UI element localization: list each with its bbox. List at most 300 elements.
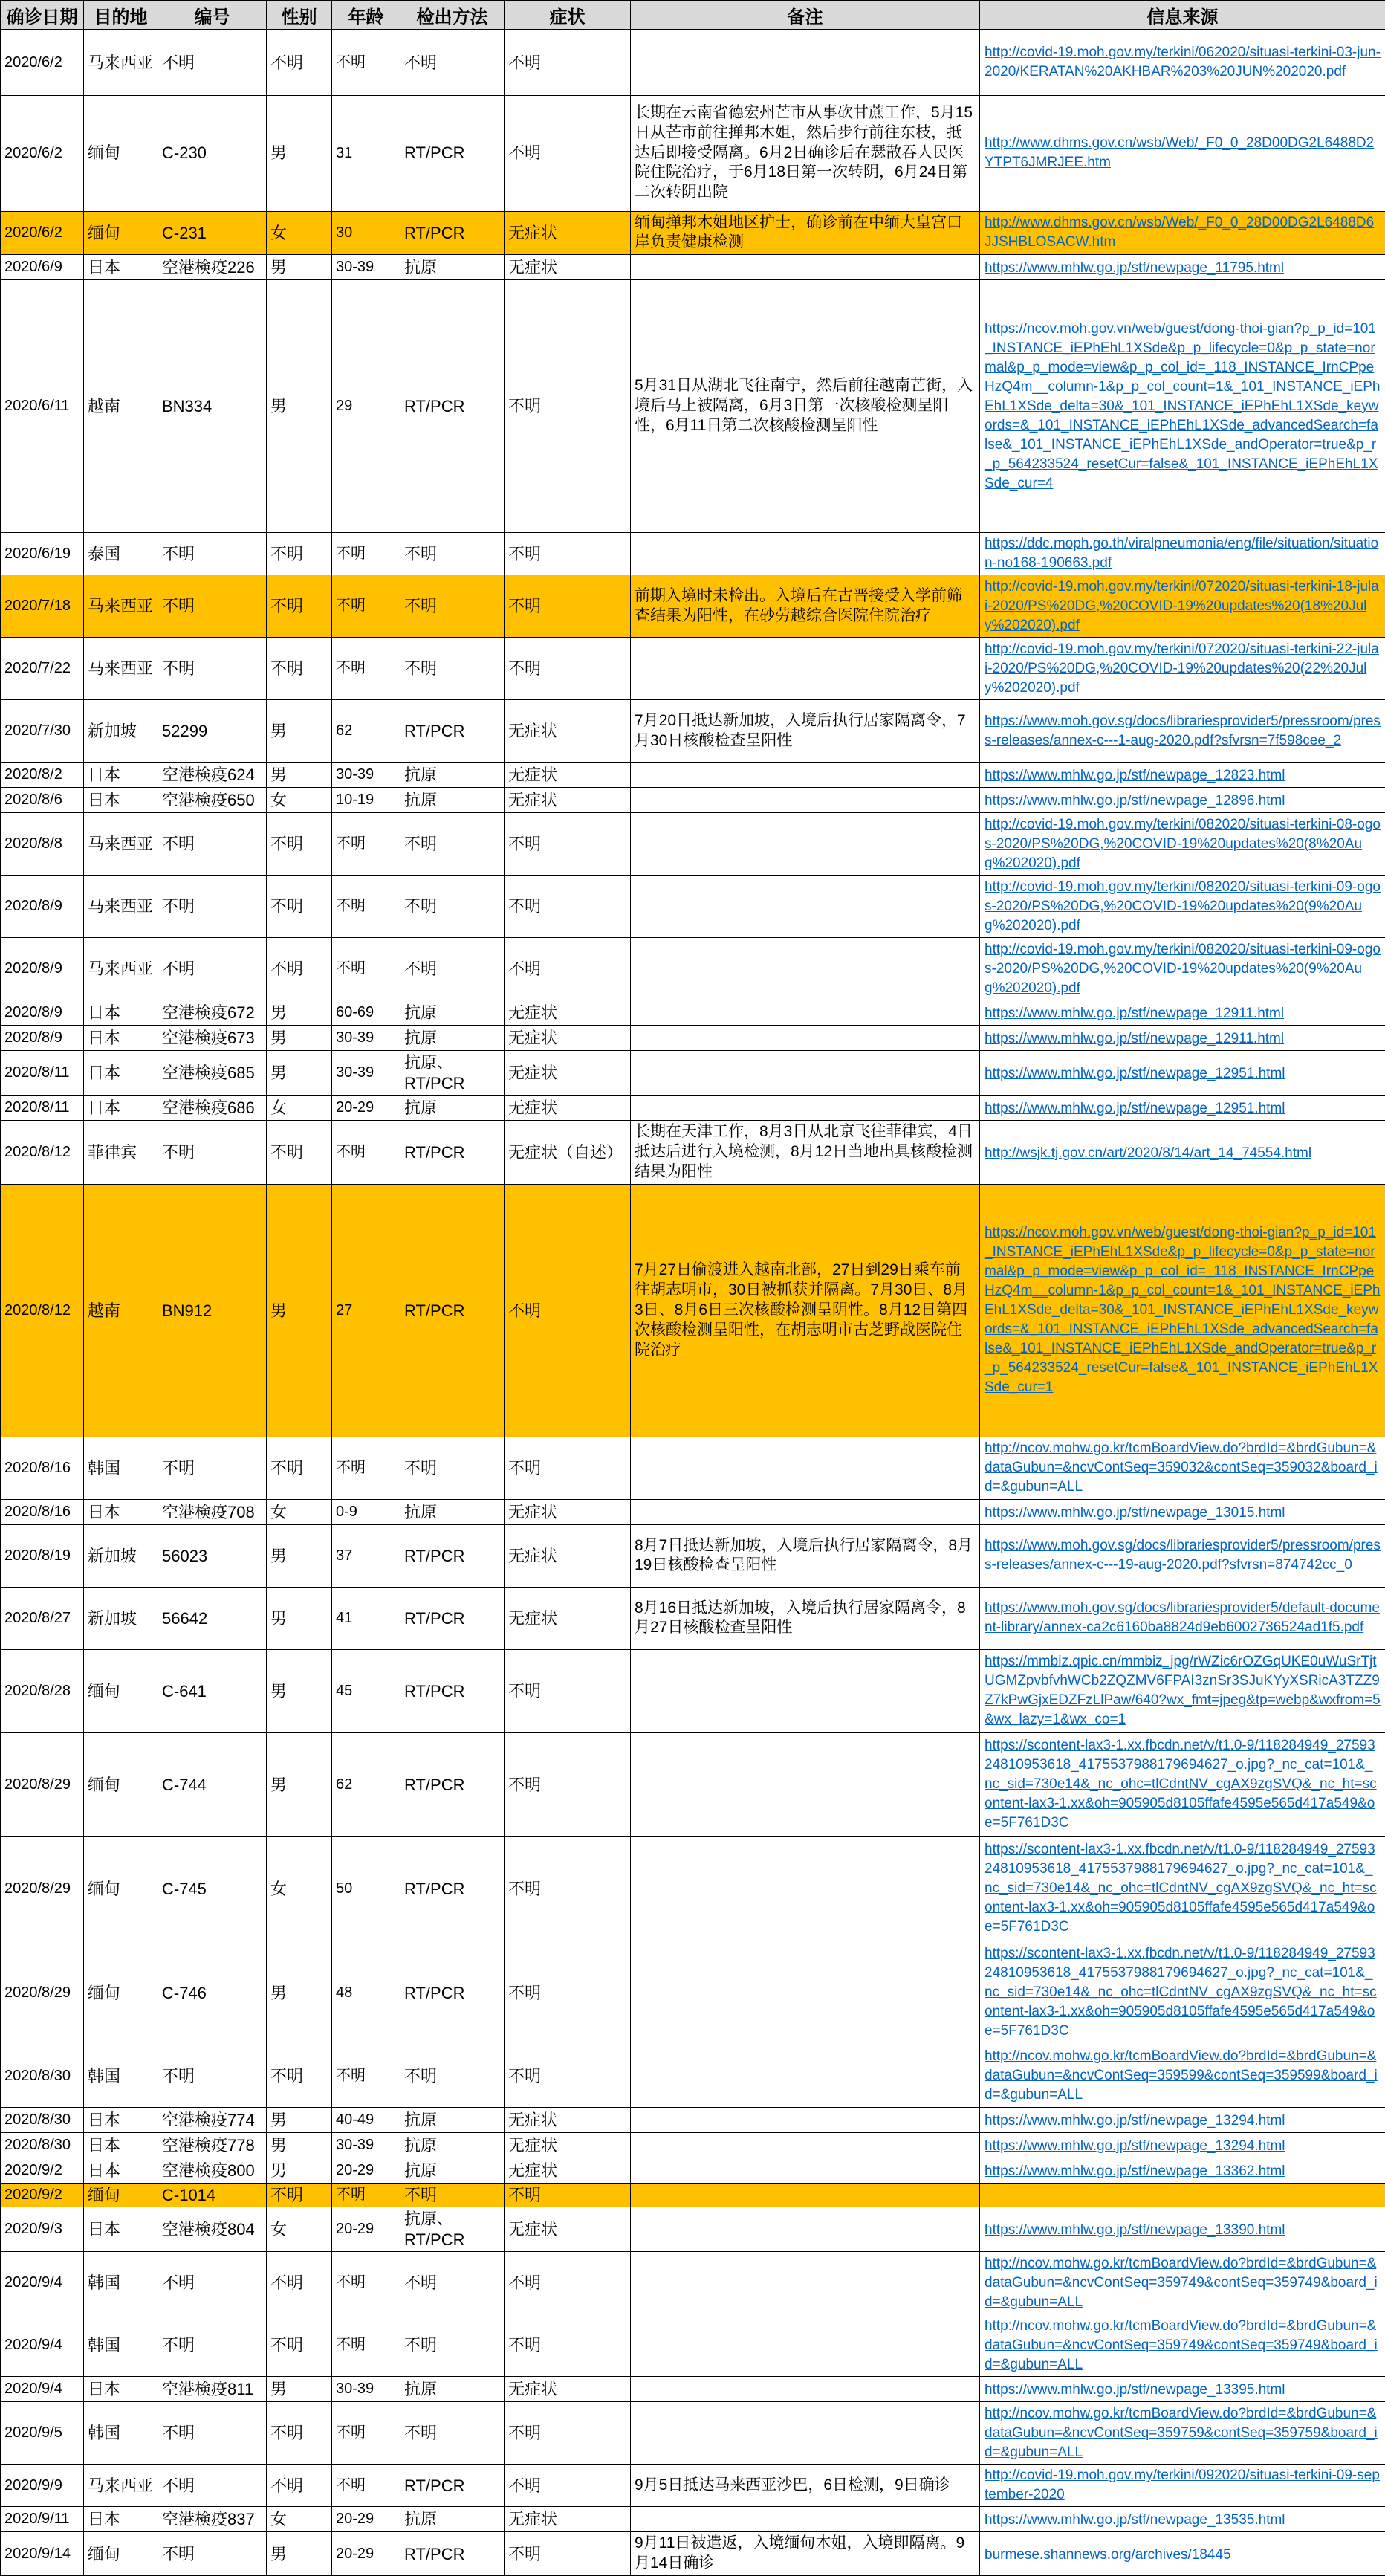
cell-destination: 韩国 — [84, 2252, 158, 2314]
cell-detection-method: 抗原 — [400, 1096, 505, 1121]
cell-remark — [631, 1051, 980, 1096]
cell-confirm-date: 2020/9/4 — [1, 2377, 84, 2402]
table-row — [1, 788, 1385, 813]
cell-sex: 不明 — [267, 2465, 332, 2507]
cell-case-id: 空港検疫673 — [158, 1026, 267, 1051]
cell-confirm-date: 2020/8/19 — [1, 1524, 84, 1587]
cell-detection-method: 不明 — [400, 2402, 505, 2465]
cell-symptom: 不明 — [505, 280, 631, 533]
cell-age: 不明 — [332, 1121, 400, 1185]
cell-case-id: 不明 — [158, 2465, 267, 2507]
cell-detection-method: 不明 — [400, 575, 505, 638]
cell-remark — [631, 938, 980, 1000]
source-link[interactable]: https://www.mhlw.go.jp/stf/newpage_13362.html — [985, 2162, 1285, 2181]
table-row — [1, 938, 1385, 1000]
table-row — [1, 700, 1385, 763]
source-link[interactable]: http://covid-19.moh.gov.my/terkini/082020/situasi-terkini-08-ogos-2020/PS%20DG,%20COVID-19%20updates%20(8%20Aug%202020).pdf — [985, 815, 1381, 873]
cell-detection-method: 不明 — [400, 2045, 505, 2107]
header-remark: 备注 — [631, 1, 980, 30]
cell-detection-method: 抗原 — [400, 2158, 505, 2183]
source-link[interactable]: https://www.mhlw.go.jp/stf/newpage_12911.html — [985, 1004, 1284, 1023]
cell-confirm-date: 2020/6/9 — [1, 255, 84, 280]
cell-age: 60-69 — [332, 1000, 400, 1026]
cell-case-id: 空港検疫624 — [158, 763, 267, 788]
cell-detection-method: 抗原 — [400, 2507, 505, 2532]
cell-destination: 日本 — [84, 2107, 158, 2132]
cell-confirm-date: 2020/8/9 — [1, 1000, 84, 1026]
cell-confirm-date: 2020/8/29 — [1, 1941, 84, 2045]
cell-source — [980, 1051, 1385, 1096]
cell-destination: 新加坡 — [84, 1524, 158, 1587]
cell-symptom: 不明 — [505, 533, 631, 575]
cell-sex: 不明 — [267, 575, 332, 638]
cell-case-id: 不明 — [158, 813, 267, 876]
cell-confirm-date: 2020/7/22 — [1, 638, 84, 700]
cell-sex: 男 — [267, 1051, 332, 1096]
cell-destination: 日本 — [84, 1026, 158, 1051]
cell-destination: 缅甸 — [84, 1732, 158, 1836]
cell-sex: 不明 — [267, 2402, 332, 2465]
header-age: 年龄 — [332, 1, 400, 30]
cell-symptom: 无症状 — [505, 788, 631, 813]
cell-confirm-date: 2020/9/4 — [1, 2252, 84, 2314]
cell-source — [980, 2377, 1385, 2402]
cell-remark — [631, 30, 980, 95]
source-link[interactable]: https://www.mhlw.go.jp/stf/newpage_13015.html — [985, 1504, 1285, 1523]
cell-detection-method: 不明 — [400, 813, 505, 876]
cell-age: 62 — [332, 1732, 400, 1836]
cell-confirm-date: 2020/8/9 — [1, 938, 84, 1000]
cell-destination: 马来西亚 — [84, 2465, 158, 2507]
source-link[interactable]: https://ncov.moh.gov.vn/web/guest/dong-thoi-gian?p_p_id=101_INSTANCE_iEPhEhL1XSde&p_p_lifecycle=0&p_p_state=normal&p_p_mode=view&p_p_col_id=_118_INSTANCE_IrnCPpeHzQ4m__column-1&p_p_col_count=1&_101_INSTANCE_iEPhEhL1XSde_delta=30&_101_INSTANCE_iEPhEhL1XSde_keywords=&_101_INSTANCE_iEPhEhL1XSde_advancedSearch=false&_101_INSTANCE_iEPhEhL1XSde_andOperator=true&p_r_p_564233524_resetCur=false&_101_INSTANCE_iEPhEhL1XSde_cur=4 — [985, 320, 1381, 493]
cell-source — [980, 1026, 1385, 1051]
cell-sex: 男 — [267, 280, 332, 533]
cell-detection-method: 抗原、RT/PCR — [400, 2207, 505, 2252]
cell-remark: 8月7日抵达新加坡，入境后执行居家隔离令，8月19日核酸检查呈阳性 — [631, 1524, 980, 1587]
cell-remark: 7月27日偷渡进入越南北部，27日到29日乘车前往胡志明市，30日被抓获并隔离。7月30日、8月3日、8月6日三次核酸检测呈阴性。8月12日第四次核酸检测呈阳性，在胡志明市古芝野战医院住院治疗 — [631, 1184, 980, 1437]
cell-remark — [631, 1732, 980, 1836]
source-link[interactable]: http://covid-19.moh.gov.my/terkini/092020/situasi-terkini-09-september-2020 — [985, 2466, 1381, 2505]
cell-symptom: 不明 — [505, 2183, 631, 2207]
cell-sex: 男 — [267, 2132, 332, 2158]
cell-source — [980, 280, 1385, 533]
cell-age: 30-39 — [332, 763, 400, 788]
cell-confirm-date: 2020/8/12 — [1, 1121, 84, 1185]
cell-symptom: 不明 — [505, 95, 631, 211]
table-row — [1, 2532, 1385, 2576]
cell-symptom: 不明 — [505, 938, 631, 1000]
cell-source — [980, 2465, 1385, 2507]
source-link[interactable]: https://ddc.moph.go.th/viralpneumonia/eng/file/situation/situation-no168-190663.pdf — [985, 534, 1381, 573]
cell-remark — [631, 763, 980, 788]
source-link[interactable]: http://www.dhms.gov.cn/wsb/Web/_F0_0_28D00DG2L6488D6JJSHBLOSACW.htm — [985, 213, 1381, 252]
cell-sex: 不明 — [267, 1437, 332, 1499]
table-row — [1, 533, 1385, 575]
cell-detection-method: 抗原 — [400, 788, 505, 813]
cell-age: 30-39 — [332, 1051, 400, 1096]
cell-age: 不明 — [332, 2183, 400, 2207]
cell-detection-method: 抗原 — [400, 763, 505, 788]
cell-source — [980, 2158, 1385, 2183]
cell-sex: 男 — [267, 1524, 332, 1587]
source-link[interactable]: https://www.mhlw.go.jp/stf/newpage_13535.html — [985, 2511, 1285, 2530]
cell-confirm-date: 2020/8/28 — [1, 1649, 84, 1732]
cell-case-id: 不明 — [158, 2252, 267, 2314]
source-link[interactable]: http://ncov.mohw.go.kr/tcmBoardView.do?brdId=&brdGubun=&dataGubun=&ncvContSeq=359759&contSeq=359759&board_id=&gubun=ALL — [985, 2404, 1381, 2462]
cell-age: 不明 — [332, 938, 400, 1000]
cell-source — [980, 1524, 1385, 1587]
source-link[interactable]: https://www.moh.gov.sg/docs/librariesprovider5/default-document-library/annex-ca2c6160ba8824d9eb6002736524ad1f5.pdf — [985, 1599, 1381, 1637]
cell-destination: 日本 — [84, 2132, 158, 2158]
source-link[interactable]: http://www.dhms.gov.cn/wsb/Web/_F0_0_28D00DG2L6488D2YTPT6JMRJEE.htm — [985, 134, 1381, 172]
source-link[interactable]: https://ncov.moh.gov.vn/web/guest/dong-thoi-gian?p_p_id=101_INSTANCE_iEPhEhL1XSde&p_p_lifecycle=0&p_p_state=normal&p_p_mode=view&p_p_col_id=_118_INSTANCE_IrnCPpeHzQ4m__column-1&p_p_col_count=1&_101_INSTANCE_iEPhEhL1XSde_delta=30&_101_INSTANCE_iEPhEhL1XSde_keywords=&_101_INSTANCE_iEPhEhL1XSde_advancedSearch=false&_101_INSTANCE_iEPhEhL1XSde_andOperator=true&p_r_p_564233524_resetCur=false&_101_INSTANCE_iEPhEhL1XSde_cur=1 — [985, 1223, 1381, 1397]
cell-age: 20-29 — [332, 2207, 400, 2252]
cell-source — [980, 1649, 1385, 1732]
cell-confirm-date: 2020/6/11 — [1, 280, 84, 533]
cell-case-id: 空港検疫804 — [158, 2207, 267, 2252]
cell-sex: 男 — [267, 2158, 332, 2183]
cell-remark — [631, 2183, 980, 2207]
cell-source — [980, 2532, 1385, 2576]
source-link[interactable]: https://www.mhlw.go.jp/stf/newpage_12951.html — [985, 1099, 1285, 1119]
cell-detection-method: 不明 — [400, 2183, 505, 2207]
cell-confirm-date: 2020/9/14 — [1, 2532, 84, 2576]
cell-confirm-date: 2020/8/11 — [1, 1096, 84, 1121]
cell-symptom: 无症状 — [505, 255, 631, 280]
table-row — [1, 211, 1385, 255]
source-link[interactable]: https://scontent-lax3-1.xx.fbcdn.net/v/t1.0-9/118284949_2759324810953618_4175537988179694627_o.jpg?_nc_cat=101&_nc_sid=730e14&_nc_ohc=tlCdntNV_cgAX9zgSVQ&_nc_ht=scontent-lax3-1.xx&oh=905905d8105ffafe4595e565d417a549&oe=5F761D3C — [985, 1944, 1381, 2041]
cell-case-id: 不明 — [158, 2045, 267, 2107]
cell-destination: 缅甸 — [84, 2532, 158, 2576]
cell-confirm-date: 2020/8/11 — [1, 1051, 84, 1096]
table-row — [1, 2207, 1385, 2252]
cell-destination: 缅甸 — [84, 211, 158, 255]
source-link[interactable]: http://wsjk.tj.gov.cn/art/2020/8/14/art_14_74554.html — [985, 1144, 1311, 1163]
cell-case-id: C-641 — [158, 1649, 267, 1732]
cell-sex: 女 — [267, 1836, 332, 1941]
source-link[interactable]: https://www.mhlw.go.jp/stf/newpage_13294.html — [985, 2137, 1285, 2156]
cell-case-id: C-745 — [158, 1836, 267, 1941]
cell-remark — [631, 2252, 980, 2314]
cell-detection-method: 抗原 — [400, 255, 505, 280]
cell-case-id: 不明 — [158, 575, 267, 638]
cell-confirm-date: 2020/7/18 — [1, 575, 84, 638]
cell-age: 0-9 — [332, 1499, 400, 1524]
cell-detection-method: 抗原 — [400, 2377, 505, 2402]
cell-symptom: 无症状 — [505, 2507, 631, 2532]
cell-destination: 日本 — [84, 1096, 158, 1121]
cell-detection-method: 不明 — [400, 2314, 505, 2377]
cell-symptom: 不明 — [505, 1941, 631, 2045]
table-row — [1, 813, 1385, 876]
cell-detection-method: 不明 — [400, 2252, 505, 2314]
cell-destination: 马来西亚 — [84, 876, 158, 938]
cell-age: 不明 — [332, 1437, 400, 1499]
header-sex: 性别 — [267, 1, 332, 30]
cell-case-id: 不明 — [158, 533, 267, 575]
cell-symptom: 不明 — [505, 1836, 631, 1941]
source-link[interactable]: http://covid-19.moh.gov.my/terkini/082020/situasi-terkini-09-ogos-2020/PS%20DG,%20COVID-19%20updates%20(9%20Aug%202020).pdf — [985, 878, 1381, 936]
cell-remark: 缅甸掸邦木姐地区护士，确诊前在中缅大皇宫口岸负责健康检测 — [631, 211, 980, 255]
cell-case-id: 不明 — [158, 638, 267, 700]
table-row — [1, 763, 1385, 788]
table-row — [1, 2045, 1385, 2107]
cell-source — [980, 575, 1385, 638]
cell-remark — [631, 1026, 980, 1051]
cell-detection-method: 抗原 — [400, 1000, 505, 1026]
cell-confirm-date: 2020/9/11 — [1, 2507, 84, 2532]
cell-confirm-date: 2020/9/4 — [1, 2314, 84, 2377]
cell-remark: 7月20日抵达新加坡，入境后执行居家隔离令，7月30日核酸检查呈阳性 — [631, 700, 980, 763]
cell-case-id: BN334 — [158, 280, 267, 533]
cell-sex: 男 — [267, 1732, 332, 1836]
cell-destination: 日本 — [84, 2377, 158, 2402]
cell-destination: 日本 — [84, 2207, 158, 2252]
cell-source — [980, 2507, 1385, 2532]
header-detection-method: 检出方法 — [400, 1, 505, 30]
source-link[interactable]: http://ncov.mohw.go.kr/tcmBoardView.do?brdId=&brdGubun=&dataGubun=&ncvContSeq=359032&contSeq=359032&board_id=&gubun=ALL — [985, 1439, 1381, 1497]
cell-detection-method: RT/PCR — [400, 1524, 505, 1587]
cell-confirm-date: 2020/6/19 — [1, 533, 84, 575]
cell-case-id: 空港検疫226 — [158, 255, 267, 280]
source-link[interactable]: https://www.mhlw.go.jp/stf/newpage_12951.html — [985, 1064, 1285, 1084]
cell-sex: 不明 — [267, 638, 332, 700]
cell-symptom: 无症状 — [505, 1587, 631, 1649]
cell-source — [980, 938, 1385, 1000]
cell-source — [980, 876, 1385, 938]
cell-confirm-date: 2020/8/9 — [1, 1026, 84, 1051]
cell-case-id: 空港検疫811 — [158, 2377, 267, 2402]
cell-source — [980, 30, 1385, 95]
cell-destination: 韩国 — [84, 1437, 158, 1499]
cell-destination: 日本 — [84, 763, 158, 788]
source-link[interactable]: https://www.mhlw.go.jp/stf/newpage_13395.html — [985, 2381, 1285, 2400]
cell-destination: 日本 — [84, 2507, 158, 2532]
cell-sex: 男 — [267, 700, 332, 763]
table-row — [1, 30, 1385, 95]
cell-case-id: 不明 — [158, 2532, 267, 2576]
cell-destination: 日本 — [84, 255, 158, 280]
cell-detection-method: RT/PCR — [400, 95, 505, 211]
cell-remark — [631, 2045, 980, 2107]
cell-symptom: 无症状 — [505, 211, 631, 255]
source-link[interactable]: https://www.mhlw.go.jp/stf/newpage_12911.html — [985, 1029, 1284, 1049]
source-link[interactable]: https://www.moh.gov.sg/docs/librariesprovider5/pressroom/press-releases/annex-c---19-aug-2020.pdf?sfvrsn=874742cc_0 — [985, 1536, 1381, 1575]
table-body — [1, 30, 1385, 2576]
source-link[interactable]: https://mmbiz.qpic.cn/mmbiz_jpg/rWZic6rOZGqUKE0uWuSrTjtUGMZpvbfvhWCb2ZQZMV6FPAI3znSr3SJuKYyXSRicA3TZZ9Z7kPwGjxEDZFzLlPaw/640?wx_fmt=jpeg&tp=webp&wxfrom=5&wx_lazy=1&wx_co=1 — [985, 1652, 1381, 1729]
table-row — [1, 2252, 1385, 2314]
cell-destination: 缅甸 — [84, 1836, 158, 1941]
table-row — [1, 1000, 1385, 1026]
cell-detection-method: 不明 — [400, 1437, 505, 1499]
cell-confirm-date: 2020/8/16 — [1, 1499, 84, 1524]
cell-sex: 男 — [267, 1649, 332, 1732]
header-confirm-date: 确诊日期 — [1, 1, 84, 30]
table-header-row — [1, 1, 1385, 30]
cell-symptom: 不明 — [505, 876, 631, 938]
cell-symptom: 无症状 — [505, 1051, 631, 1096]
source-link[interactable]: http://covid-19.moh.gov.my/terkini/062020/situasi-terkini-03-jun-2020/KERATAN%20AKHBAR%203%20JUN%202020.pdf — [985, 43, 1381, 82]
cell-age: 不明 — [332, 2465, 400, 2507]
table-row — [1, 876, 1385, 938]
cell-symptom: 不明 — [505, 2402, 631, 2465]
cell-case-id: BN912 — [158, 1184, 267, 1437]
table-row — [1, 255, 1385, 280]
table-row — [1, 1587, 1385, 1649]
cell-source — [980, 700, 1385, 763]
cell-source — [980, 1499, 1385, 1524]
cell-confirm-date: 2020/9/3 — [1, 2207, 84, 2252]
source-link[interactable]: https://www.moh.gov.sg/docs/librariesprovider5/pressroom/press-releases/annex-c---1-aug-2020.pdf?sfvrsn=7f598cee_2 — [985, 712, 1381, 751]
source-link[interactable]: https://www.mhlw.go.jp/stf/newpage_11795.html — [985, 259, 1284, 278]
cell-age: 40-49 — [332, 2107, 400, 2132]
table-row — [1, 2507, 1385, 2532]
cell-source — [980, 813, 1385, 876]
cell-symptom: 无症状 — [505, 763, 631, 788]
cell-source — [980, 2207, 1385, 2252]
cell-destination: 新加坡 — [84, 700, 158, 763]
cell-symptom: 无症状 — [505, 1524, 631, 1587]
cell-case-id: 52299 — [158, 700, 267, 763]
source-link[interactable]: https://www.mhlw.go.jp/stf/newpage_12823.html — [985, 766, 1285, 786]
cell-age: 20-29 — [332, 1096, 400, 1121]
cell-source — [980, 2132, 1385, 2158]
cell-symptom: 不明 — [505, 813, 631, 876]
source-link[interactable]: https://scontent-lax3-1.xx.fbcdn.net/v/t1.0-9/118284949_2759324810953618_4175537988179694627_o.jpg?_nc_cat=101&_nc_sid=730e14&_nc_ohc=tlCdntNV_cgAX9zgSVQ&_nc_ht=scontent-lax3-1.xx&oh=905905d8105ffafe4595e565d417a549&oe=5F761D3C — [985, 1736, 1381, 1833]
source-link[interactable]: http://covid-19.moh.gov.my/terkini/072020/situasi-terkini-22-julai-2020/PS%20DG,%20COVID-19%20updates%20(22%20July%202020).pdf — [985, 640, 1381, 698]
cell-remark — [631, 1836, 980, 1941]
source-link[interactable]: http://ncov.mohw.go.kr/tcmBoardView.do?brdId=&brdGubun=&dataGubun=&ncvContSeq=359599&contSeq=359599&board_id=&gubun=ALL — [985, 2047, 1381, 2105]
cell-destination: 韩国 — [84, 2402, 158, 2465]
cell-confirm-date: 2020/8/30 — [1, 2107, 84, 2132]
cell-symptom: 无症状 — [505, 1096, 631, 1121]
cell-age: 50 — [332, 1836, 400, 1941]
cell-detection-method: 不明 — [400, 638, 505, 700]
cell-case-id: 空港検疫672 — [158, 1000, 267, 1026]
cell-case-id: 空港検疫800 — [158, 2158, 267, 2183]
table-row — [1, 2107, 1385, 2132]
cell-sex: 男 — [267, 1026, 332, 1051]
cell-case-id: C-744 — [158, 1732, 267, 1836]
cell-destination: 新加坡 — [84, 1587, 158, 1649]
cell-symptom: 无症状 — [505, 2207, 631, 2252]
cell-case-id: C-746 — [158, 1941, 267, 2045]
cell-detection-method: RT/PCR — [400, 1732, 505, 1836]
cell-symptom: 不明 — [505, 1184, 631, 1437]
cell-sex: 女 — [267, 211, 332, 255]
table-row — [1, 2377, 1385, 2402]
cell-case-id: 不明 — [158, 2402, 267, 2465]
cell-source — [980, 1732, 1385, 1836]
table-row — [1, 1096, 1385, 1121]
cell-confirm-date: 2020/8/9 — [1, 876, 84, 938]
cell-detection-method: RT/PCR — [400, 1941, 505, 2045]
cell-remark — [631, 1437, 980, 1499]
cell-age: 31 — [332, 95, 400, 211]
cell-sex: 男 — [267, 95, 332, 211]
table-row — [1, 638, 1385, 700]
cell-sex: 不明 — [267, 2314, 332, 2377]
source-link[interactable]: http://covid-19.moh.gov.my/terkini/072020/situasi-terkini-18-julai-2020/PS%20DG,%20COVID-19%20updates%20(18%20July%202020).pdf — [985, 577, 1381, 635]
cell-destination: 马来西亚 — [84, 30, 158, 95]
table-row — [1, 1026, 1385, 1051]
cell-case-id: 空港検疫686 — [158, 1096, 267, 1121]
cell-destination: 越南 — [84, 280, 158, 533]
cell-remark — [631, 1096, 980, 1121]
source-link[interactable]: burmese.shannews.org/archives/18445 — [985, 2546, 1231, 2565]
source-link[interactable]: https://scontent-lax3-1.xx.fbcdn.net/v/t1.0-9/118284949_2759324810953618_4175537988179694627_o.jpg?_nc_cat=101&_nc_sid=730e14&_nc_ohc=tlCdntNV_cgAX9zgSVQ&_nc_ht=scontent-lax3-1.xx&oh=905905d8105ffafe4595e565d417a549&oe=5F761D3C — [985, 1840, 1381, 1937]
cell-destination: 日本 — [84, 1499, 158, 1524]
cell-case-id: C-231 — [158, 211, 267, 255]
cell-remark — [631, 1649, 980, 1732]
cell-detection-method: 抗原 — [400, 1026, 505, 1051]
cell-sex: 男 — [267, 2107, 332, 2132]
cell-remark — [631, 788, 980, 813]
cell-destination: 日本 — [84, 788, 158, 813]
cell-remark: 长期在云南省德宏州芒市从事砍甘蔗工作，5月15日从芒市前往掸邦木姐，然后步行前往东枝，抵达后即接受隔离。6月2日确诊后在瑟散吞人民医院住院治疗，于6月18日第一次转阴，6月24日第二次转阴出院 — [631, 95, 980, 211]
cell-remark — [631, 2107, 980, 2132]
cell-age: 不明 — [332, 876, 400, 938]
cell-sex: 男 — [267, 255, 332, 280]
cell-detection-method: RT/PCR — [400, 2532, 505, 2576]
cell-age: 30 — [332, 211, 400, 255]
cell-confirm-date: 2020/8/6 — [1, 788, 84, 813]
cell-source — [980, 638, 1385, 700]
cell-remark — [631, 1000, 980, 1026]
cell-confirm-date: 2020/9/5 — [1, 2402, 84, 2465]
cell-remark — [631, 2158, 980, 2183]
table-row — [1, 1437, 1385, 1499]
cell-confirm-date: 2020/8/27 — [1, 1587, 84, 1649]
cell-remark — [631, 813, 980, 876]
source-link[interactable]: https://www.mhlw.go.jp/stf/newpage_12896.html — [985, 792, 1285, 811]
header-case-id: 编号 — [158, 1, 267, 30]
cell-detection-method: RT/PCR — [400, 211, 505, 255]
cell-sex: 男 — [267, 1587, 332, 1649]
cell-source — [980, 1941, 1385, 2045]
cell-destination: 韩国 — [84, 2045, 158, 2107]
cell-age: 20-29 — [332, 2507, 400, 2532]
cell-age: 不明 — [332, 2045, 400, 2107]
cell-detection-method: 抗原 — [400, 2107, 505, 2132]
cell-confirm-date: 2020/7/30 — [1, 700, 84, 763]
source-link[interactable]: http://covid-19.moh.gov.my/terkini/082020/situasi-terkini-09-ogos-2020/PS%20DG,%20COVID-19%20updates%20(9%20Aug%202020).pdf — [985, 940, 1381, 998]
header-source: 信息来源 — [980, 1, 1385, 30]
cell-case-id: 不明 — [158, 1437, 267, 1499]
source-link[interactable]: http://ncov.mohw.go.kr/tcmBoardView.do?brdId=&brdGubun=&dataGubun=&ncvContSeq=359749&contSeq=359749&board_id=&gubun=ALL — [985, 2254, 1381, 2312]
cell-source — [980, 1184, 1385, 1437]
cell-detection-method: RT/PCR — [400, 1649, 505, 1732]
cell-symptom: 不明 — [505, 1437, 631, 1499]
cell-confirm-date: 2020/9/9 — [1, 2465, 84, 2507]
source-link[interactable]: https://www.mhlw.go.jp/stf/newpage_13294.html — [985, 2111, 1285, 2131]
cell-case-id: 空港検疫774 — [158, 2107, 267, 2132]
source-link[interactable]: http://ncov.mohw.go.kr/tcmBoardView.do?brdId=&brdGubun=&dataGubun=&ncvContSeq=359749&contSeq=359749&board_id=&gubun=ALL — [985, 2317, 1381, 2375]
table-row — [1, 2314, 1385, 2377]
source-link[interactable]: https://www.mhlw.go.jp/stf/newpage_13390.html — [985, 2221, 1285, 2240]
cell-source — [980, 95, 1385, 211]
cell-destination: 越南 — [84, 1184, 158, 1437]
cell-destination: 缅甸 — [84, 1941, 158, 2045]
cell-age: 29 — [332, 280, 400, 533]
cell-source — [980, 763, 1385, 788]
cell-remark — [631, 2314, 980, 2377]
cell-symptom: 无症状 — [505, 700, 631, 763]
cell-age: 30-39 — [332, 1026, 400, 1051]
cell-age: 不明 — [332, 2252, 400, 2314]
cell-destination: 韩国 — [84, 2314, 158, 2377]
cell-age: 20-29 — [332, 2532, 400, 2576]
